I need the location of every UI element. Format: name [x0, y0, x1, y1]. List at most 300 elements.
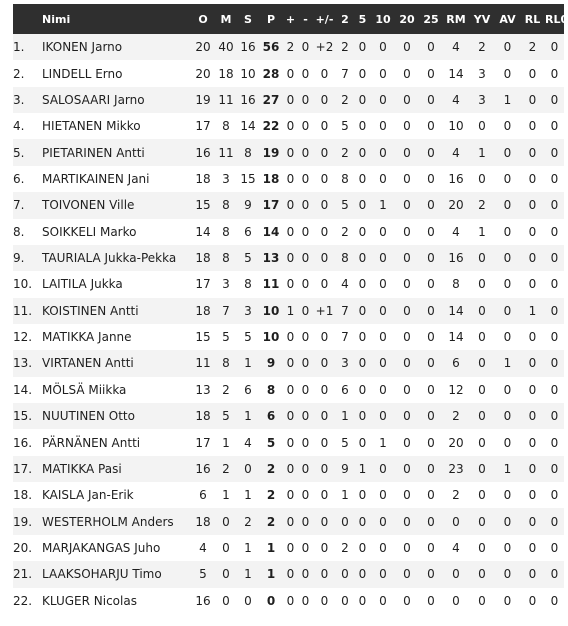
- cell-m: 0: [222, 567, 230, 582]
- table-row: [13, 482, 564, 508]
- cell-c5: 0: [358, 171, 367, 186]
- cell-o: 15: [195, 198, 211, 213]
- cell-av: 1: [503, 356, 512, 371]
- cell-rm: 14: [448, 330, 464, 345]
- cell-p: 1: [266, 567, 276, 582]
- cell-minus: 0: [301, 488, 310, 503]
- cell-rl0: 0: [550, 92, 559, 107]
- cell-rl0: 0: [550, 541, 559, 555]
- cell-minus: 0: [301, 593, 310, 608]
- cell-c2: 5: [341, 198, 349, 213]
- cell-c2: 5: [341, 119, 349, 134]
- table-row: [13, 192, 564, 218]
- cell-plus: 0: [286, 277, 295, 292]
- cell-name: PIETARINEN Antti: [42, 145, 145, 160]
- cell-rm: 4: [452, 541, 460, 555]
- cell-plusminus: 0: [320, 66, 329, 81]
- column-header-minus: -: [303, 12, 308, 26]
- cell-rl0: 0: [550, 277, 559, 292]
- cell-c25: 0: [427, 119, 435, 134]
- cell-name: WESTERHOLM Anders: [42, 514, 174, 529]
- cell-c10: 0: [379, 567, 387, 582]
- column-header-plus: +: [285, 12, 296, 26]
- cell-name: SOIKKELI Marko: [42, 224, 137, 239]
- cell-m: 1: [222, 488, 230, 503]
- cell-rl: 1: [528, 303, 537, 318]
- cell-p: 6: [266, 409, 276, 424]
- cell-o: 18: [195, 251, 211, 266]
- cell-c25: 0: [427, 514, 435, 529]
- cell-c25: 0: [427, 40, 435, 55]
- cell-plus: 0: [286, 356, 295, 371]
- cell-c20: 0: [403, 224, 411, 239]
- cell-rl: 0: [528, 224, 537, 239]
- cell-o: 16: [195, 593, 211, 608]
- cell-av: 0: [503, 224, 512, 239]
- cell-c10: 0: [379, 145, 387, 160]
- cell-minus: 0: [301, 277, 310, 292]
- cell-rl0: 0: [550, 66, 559, 81]
- cell-c10: 0: [379, 461, 387, 476]
- cell-plus: 0: [286, 567, 295, 582]
- cell-av: 0: [503, 593, 512, 608]
- cell-p: 2: [266, 514, 276, 529]
- table-row: [13, 535, 564, 561]
- cell-rl0: 0: [550, 40, 559, 55]
- cell-c2: 2: [341, 40, 349, 55]
- cell-s: 5: [244, 330, 252, 345]
- cell-c20: 0: [403, 251, 411, 266]
- cell-rank: 13.: [13, 356, 33, 371]
- cell-c2: 7: [341, 303, 349, 318]
- cell-c5: 0: [358, 409, 367, 424]
- cell-rank: 2.: [13, 66, 25, 81]
- cell-minus: 0: [301, 461, 310, 476]
- cell-c20: 0: [403, 382, 411, 397]
- cell-plusminus: 0: [320, 356, 329, 371]
- cell-m: 8: [222, 224, 230, 239]
- cell-c25: 0: [427, 145, 435, 160]
- table-row: [13, 324, 564, 350]
- cell-rank: 17.: [13, 461, 33, 476]
- cell-yv: 1: [478, 145, 486, 160]
- cell-plusminus: 0: [320, 119, 329, 134]
- cell-rm: 0: [452, 567, 460, 582]
- cell-c25: 0: [427, 92, 435, 107]
- column-header-plusminus: +/-: [315, 12, 334, 26]
- cell-rl0: 0: [550, 409, 559, 424]
- cell-c20: 0: [403, 303, 411, 318]
- cell-c25: 0: [427, 488, 435, 503]
- cell-rank: 22.: [13, 593, 33, 608]
- cell-av: 0: [503, 251, 512, 266]
- cell-name: MARJAKANGAS Juho: [42, 541, 161, 555]
- cell-rl: 0: [528, 92, 537, 107]
- table-row: [13, 456, 564, 482]
- cell-plus: 0: [286, 382, 295, 397]
- column-header-av: AV: [499, 12, 516, 26]
- cell-av: 0: [503, 541, 512, 555]
- cell-c10: 0: [379, 593, 387, 608]
- cell-rank: 15.: [13, 409, 33, 424]
- cell-s: 6: [244, 224, 252, 239]
- cell-s: 1: [244, 356, 252, 371]
- cell-rl: 0: [528, 330, 537, 345]
- column-header-name: Nimi: [42, 12, 71, 26]
- cell-av: 0: [503, 145, 512, 160]
- cell-rl: 2: [528, 40, 537, 55]
- cell-c5: 0: [358, 382, 367, 397]
- table-row: [13, 350, 564, 376]
- cell-m: 8: [222, 198, 230, 213]
- cell-s: 1: [244, 488, 252, 503]
- cell-yv: 3: [478, 66, 486, 81]
- cell-c10: 0: [379, 224, 387, 239]
- cell-yv: 0: [478, 277, 486, 292]
- column-header-rm: RM: [446, 12, 466, 26]
- cell-c10: 0: [379, 171, 387, 186]
- cell-m: 3: [222, 277, 230, 292]
- cell-c10: 0: [379, 382, 387, 397]
- cell-c10: 0: [379, 409, 387, 424]
- cell-rl: 0: [528, 461, 537, 476]
- cell-plus: 0: [286, 435, 295, 450]
- cell-rm: 12: [448, 382, 464, 397]
- cell-m: 8: [222, 119, 230, 134]
- cell-plusminus: 0: [320, 488, 329, 503]
- cell-c20: 0: [403, 145, 411, 160]
- cell-name: MÖLSÄ Miikka: [42, 382, 127, 397]
- cell-c10: 0: [379, 119, 387, 134]
- cell-s: 0: [244, 461, 252, 476]
- cell-yv: 0: [478, 488, 486, 503]
- cell-c25: 0: [427, 224, 435, 239]
- cell-rl0: 0: [550, 251, 559, 266]
- cell-rl: 0: [528, 145, 537, 160]
- cell-av: 1: [503, 92, 512, 107]
- cell-plus: 0: [286, 461, 295, 476]
- cell-p: 2: [266, 488, 276, 503]
- cell-p: 10: [262, 303, 280, 318]
- table-row: [13, 561, 564, 587]
- cell-m: 0: [222, 593, 230, 608]
- cell-rm: 16: [448, 171, 464, 186]
- cell-rl0: 0: [550, 461, 559, 476]
- cell-plus: 0: [286, 488, 295, 503]
- cell-m: 0: [222, 514, 230, 529]
- cell-rl0: 0: [550, 514, 559, 529]
- cell-rank: 21.: [13, 567, 33, 582]
- cell-rank: 19.: [13, 514, 33, 529]
- cell-rm: 23: [448, 461, 464, 476]
- cell-plus: 0: [286, 66, 295, 81]
- cell-c20: 0: [403, 593, 411, 608]
- cell-yv: 2: [478, 198, 486, 213]
- cell-minus: 0: [301, 356, 310, 371]
- cell-p: 0: [266, 593, 276, 608]
- cell-c25: 0: [427, 541, 435, 555]
- cell-c20: 0: [403, 567, 411, 582]
- cell-o: 20: [195, 40, 211, 55]
- cell-rl0: 0: [550, 224, 559, 239]
- cell-c20: 0: [403, 330, 411, 345]
- cell-plusminus: 0: [320, 541, 329, 555]
- cell-rl0: 0: [550, 330, 559, 345]
- cell-c10: 0: [379, 541, 387, 555]
- cell-name: VIRTANEN Antti: [42, 356, 134, 371]
- cell-c10: 0: [379, 330, 387, 345]
- cell-c2: 4: [341, 277, 349, 292]
- cell-s: 16: [240, 92, 256, 107]
- cell-p: 18: [262, 171, 280, 186]
- cell-o: 17: [195, 435, 211, 450]
- cell-p: 27: [262, 92, 280, 107]
- cell-rl: 0: [528, 593, 537, 608]
- cell-c25: 0: [427, 356, 435, 371]
- cell-rl: 0: [528, 488, 537, 503]
- cell-rank: 8.: [13, 224, 25, 239]
- cell-yv: 0: [478, 514, 486, 529]
- cell-rl: 0: [528, 409, 537, 424]
- column-header-p: P: [266, 12, 276, 26]
- cell-c25: 0: [427, 409, 435, 424]
- cell-s: 6: [244, 382, 252, 397]
- cell-rank: 5.: [13, 145, 25, 160]
- cell-plusminus: 0: [320, 277, 329, 292]
- cell-name: PÄRNÄNEN Antti: [42, 435, 141, 450]
- cell-rl: 0: [528, 198, 537, 213]
- cell-o: 17: [195, 277, 211, 292]
- cell-o: 18: [195, 514, 211, 529]
- cell-o: 16: [195, 145, 211, 160]
- table-row: [13, 377, 564, 403]
- cell-rank: 10.: [13, 277, 33, 292]
- cell-p: 11: [262, 277, 280, 292]
- cell-c5: 0: [358, 356, 367, 371]
- table-body: [13, 34, 564, 614]
- cell-m: 7: [222, 303, 230, 318]
- table-row: [13, 588, 564, 614]
- cell-c25: 0: [427, 251, 435, 266]
- cell-c5: 0: [358, 514, 367, 529]
- cell-s: 16: [240, 40, 256, 55]
- cell-c2: 7: [341, 66, 349, 81]
- cell-yv: 0: [478, 461, 486, 476]
- cell-c20: 0: [403, 409, 411, 424]
- cell-m: 2: [222, 461, 230, 476]
- cell-av: 0: [503, 198, 512, 213]
- cell-c2: 2: [341, 145, 349, 160]
- cell-c2: 1: [341, 488, 349, 503]
- cell-c10: 1: [379, 435, 387, 450]
- cell-rl0: 0: [550, 593, 559, 608]
- cell-minus: 0: [301, 541, 310, 555]
- cell-av: 0: [503, 171, 512, 186]
- cell-c10: 0: [379, 92, 387, 107]
- cell-c20: 0: [403, 514, 411, 529]
- cell-s: 10: [240, 66, 256, 81]
- cell-name: IKONEN Jarno: [42, 40, 123, 55]
- cell-name: SALOSAARI Jarno: [42, 92, 145, 107]
- cell-m: 0: [222, 541, 230, 555]
- cell-plus: 0: [286, 119, 295, 134]
- cell-minus: 0: [301, 514, 310, 529]
- column-header-rl: RL: [524, 12, 541, 26]
- cell-o: 14: [195, 224, 211, 239]
- cell-p: 5: [266, 435, 276, 450]
- cell-plus: 0: [286, 251, 295, 266]
- cell-p: 9: [266, 356, 276, 371]
- cell-av: 0: [503, 303, 512, 318]
- cell-c25: 0: [427, 382, 435, 397]
- cell-o: 20: [195, 66, 211, 81]
- cell-yv: 0: [478, 356, 486, 371]
- cell-rl: 0: [528, 541, 537, 555]
- cell-rank: 9.: [13, 251, 25, 266]
- cell-o: 16: [195, 461, 211, 476]
- player-stats-table: [13, 4, 568, 614]
- cell-m: 18: [218, 66, 234, 81]
- cell-rl: 0: [528, 251, 537, 266]
- cell-rl: 0: [528, 514, 537, 529]
- cell-yv: 0: [478, 382, 486, 397]
- cell-rl0: 0: [550, 488, 559, 503]
- cell-c20: 0: [403, 66, 411, 81]
- cell-yv: 0: [478, 541, 486, 555]
- cell-plus: 0: [286, 171, 295, 186]
- cell-rm: 4: [452, 224, 460, 239]
- cell-minus: 0: [301, 330, 310, 345]
- cell-c10: 0: [379, 356, 387, 371]
- cell-rank: 6.: [13, 171, 25, 186]
- cell-yv: 0: [478, 119, 486, 134]
- cell-plus: 2: [286, 40, 295, 55]
- cell-rl: 0: [528, 171, 537, 186]
- table-row: [13, 403, 564, 429]
- cell-c10: 0: [379, 303, 387, 318]
- cell-c20: 0: [403, 277, 411, 292]
- cell-p: 10: [262, 330, 280, 345]
- cell-av: 0: [503, 514, 512, 529]
- cell-c2: 2: [341, 224, 349, 239]
- cell-c10: 0: [379, 488, 387, 503]
- cell-p: 17: [262, 198, 280, 213]
- cell-c20: 0: [403, 92, 411, 107]
- cell-m: 3: [222, 171, 230, 186]
- column-header-c2: 2: [341, 12, 349, 26]
- cell-c2: 7: [341, 330, 349, 345]
- cell-c25: 0: [427, 593, 435, 608]
- cell-yv: 0: [478, 330, 486, 345]
- cell-s: 14: [240, 119, 256, 134]
- cell-s: 1: [244, 409, 252, 424]
- cell-c20: 0: [403, 119, 411, 134]
- cell-plus: 0: [286, 514, 295, 529]
- cell-rl: 0: [528, 435, 537, 450]
- cell-p: 14: [262, 224, 280, 239]
- cell-c20: 0: [403, 488, 411, 503]
- cell-minus: 0: [301, 435, 310, 450]
- column-header-yv: YV: [473, 12, 491, 26]
- cell-s: 5: [244, 251, 252, 266]
- cell-av: 0: [503, 567, 512, 582]
- cell-o: 17: [195, 119, 211, 134]
- cell-rank: 3.: [13, 92, 25, 107]
- column-header-o: O: [198, 12, 208, 26]
- cell-c20: 0: [403, 541, 411, 555]
- cell-c25: 0: [427, 435, 435, 450]
- cell-rm: 0: [452, 593, 460, 608]
- cell-yv: 0: [478, 171, 486, 186]
- column-header-rl0: RL0: [545, 12, 568, 26]
- cell-av: 0: [503, 66, 512, 81]
- cell-c2: 8: [341, 171, 349, 186]
- cell-plusminus: 0: [320, 330, 329, 345]
- cell-name: NUUTINEN Otto: [42, 409, 135, 424]
- cell-rm: 0: [452, 514, 460, 529]
- cell-c2: 2: [341, 92, 349, 107]
- cell-name: LAITILA Jukka: [42, 277, 123, 292]
- table-row: [13, 271, 564, 297]
- table-row: [13, 34, 564, 60]
- cell-c5: 0: [358, 567, 367, 582]
- cell-plusminus: 0: [320, 198, 329, 213]
- cell-rl0: 0: [550, 303, 559, 318]
- cell-c5: 0: [358, 66, 367, 81]
- cell-rm: 10: [448, 119, 464, 134]
- cell-rm: 4: [452, 145, 460, 160]
- cell-plusminus: 0: [320, 461, 329, 476]
- cell-c25: 0: [427, 171, 435, 186]
- cell-o: 18: [195, 171, 211, 186]
- cell-name: KAISLA Jan-Erik: [42, 488, 134, 503]
- cell-c25: 0: [427, 66, 435, 81]
- cell-c20: 0: [403, 198, 411, 213]
- cell-rank: 16.: [13, 435, 33, 450]
- cell-plusminus: 0: [320, 224, 329, 239]
- cell-minus: 0: [301, 409, 310, 424]
- cell-av: 0: [503, 488, 512, 503]
- cell-rm: 8: [452, 277, 460, 292]
- cell-p: 2: [266, 461, 276, 476]
- cell-av: 1: [503, 461, 512, 476]
- cell-c25: 0: [427, 461, 435, 476]
- cell-yv: 1: [478, 224, 486, 239]
- cell-c5: 0: [358, 92, 367, 107]
- cell-s: 4: [244, 435, 252, 450]
- cell-c10: 0: [379, 277, 387, 292]
- cell-c2: 3: [341, 356, 349, 371]
- column-header-c25: 25: [423, 12, 439, 26]
- cell-plusminus: 0: [320, 409, 329, 424]
- cell-rl0: 0: [550, 567, 559, 582]
- cell-rm: 16: [448, 251, 464, 266]
- cell-minus: 0: [301, 171, 310, 186]
- cell-name: TAURIALA Jukka-Pekka: [42, 251, 177, 266]
- table-row: [13, 245, 564, 271]
- cell-yv: 0: [478, 251, 486, 266]
- cell-c5: 0: [358, 40, 367, 55]
- cell-plusminus: 0: [320, 382, 329, 397]
- cell-name: TOIVONEN Ville: [42, 198, 135, 213]
- cell-name: KOISTINEN Antti: [42, 303, 139, 318]
- table-row: [13, 139, 564, 165]
- cell-name: HIETANEN Mikko: [42, 119, 141, 134]
- table-header: [13, 4, 568, 34]
- cell-m: 5: [222, 409, 230, 424]
- column-header-c20: 20: [399, 12, 415, 26]
- cell-rl0: 0: [550, 119, 559, 134]
